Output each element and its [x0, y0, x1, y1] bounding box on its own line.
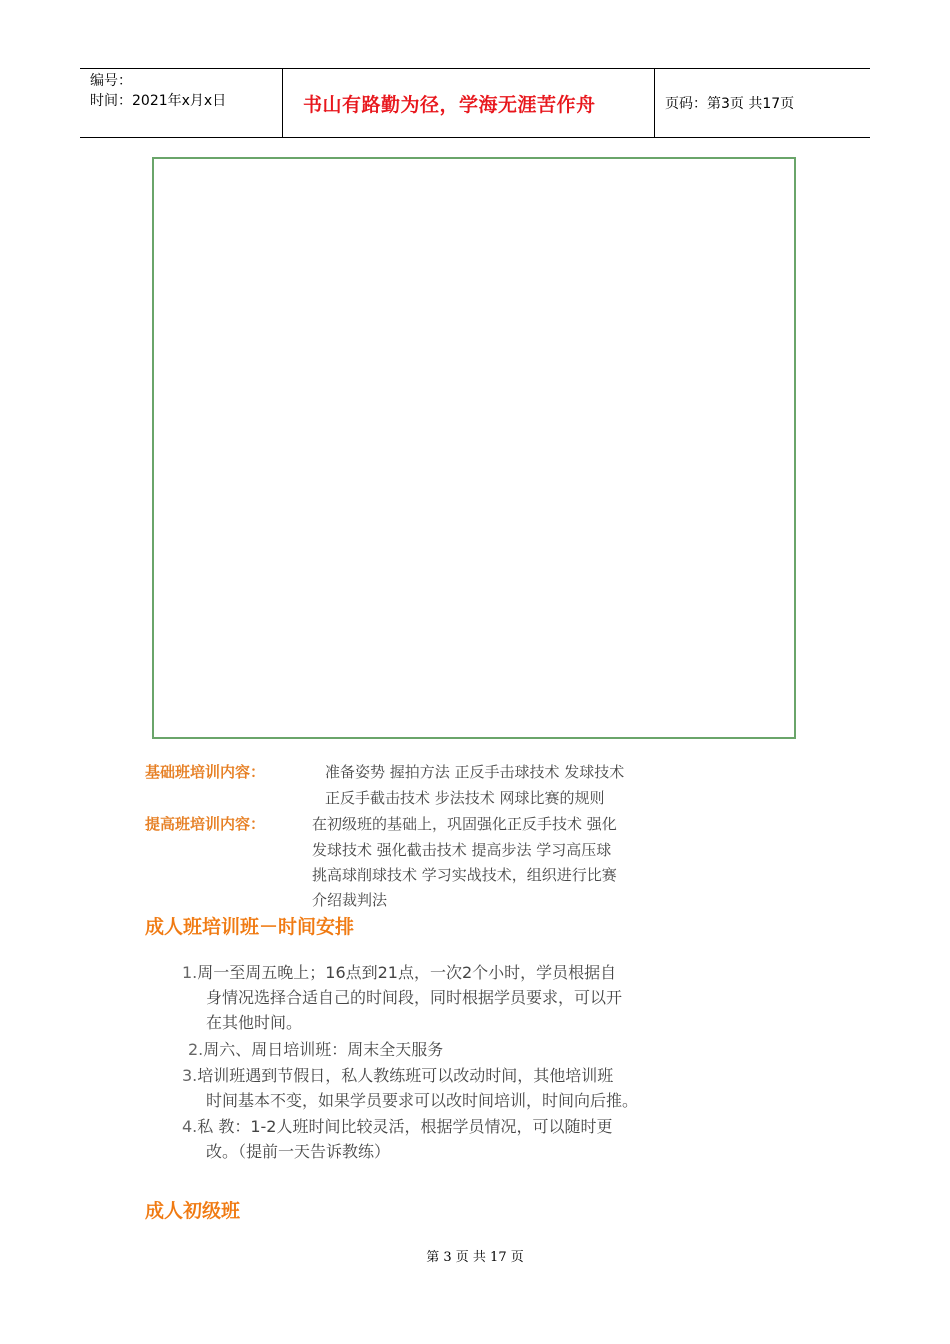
schedule-heading: 成人班培训班－时间安排 — [145, 916, 355, 938]
image-placeholder-box — [152, 157, 796, 739]
advanced-class-line-1: 在初级班的基础上，巩固强化正反手技术 强化 — [312, 815, 617, 833]
header-page-info: 页码：第3页 共17页 — [665, 96, 795, 112]
list-number: 3. — [182, 1066, 198, 1085]
list-text: 周六、周日培训班：周末全天服务 — [203, 1040, 444, 1059]
beginner-heading: 成人初级班 — [145, 1200, 241, 1222]
basic-class-line-1: 准备姿势 握拍方法 正反手击球技术 发球技术 — [325, 763, 625, 781]
list-text: 周一至周五晚上；16点到21点，一次2个小时，学员根据自 — [197, 963, 617, 982]
list-text: 在其他时间。 — [206, 1013, 303, 1032]
advanced-class-label: 提高班培训内容： — [145, 815, 266, 833]
page-header — [80, 68, 870, 138]
advanced-class-line-4: 介绍裁判法 — [312, 891, 388, 909]
list-text: 改。（提前一天告诉教练） — [206, 1142, 391, 1161]
schedule-item-1 — [182, 960, 622, 1035]
list-text: 时间基本不变，如果学员要求可以改时间培训，时间向后推。 — [206, 1091, 639, 1110]
list-number: 4. — [182, 1117, 198, 1136]
header-meta — [80, 69, 282, 137]
schedule-item-2 — [188, 1037, 443, 1062]
basic-class-line-2: 正反手截击技术 步法技术 网球比赛的规则 — [325, 789, 605, 807]
page-footer: 第 3 页 共 17 页 — [426, 1250, 524, 1265]
schedule-item-4 — [182, 1114, 613, 1164]
basic-class-label: 基础班培训内容： — [145, 763, 266, 781]
list-text: 身情况选择合适自己的时间段，同时根据学员要求，可以开 — [206, 988, 623, 1007]
list-text: 培训班遇到节假日，私人教练班可以改动时间，其他培训班 — [197, 1066, 614, 1085]
list-number: 1. — [182, 963, 198, 982]
header-motto: 书山有路勤为径，学海无涯苦作舟 — [282, 69, 655, 137]
advanced-class-line-2: 发球技术 强化截击技术 提高步法 学习高压球 — [312, 841, 612, 859]
number-label: 编号： — [90, 73, 132, 89]
advanced-class-line-3: 挑高球削球技术 学习实战技术，组织进行比赛 — [312, 866, 617, 884]
schedule-item-3 — [182, 1063, 638, 1113]
list-text: 私 教：1-2人班时间比较灵活，根据学员情况，可以随时更 — [197, 1117, 613, 1136]
time-label: 时间：2021年x月x日 — [90, 93, 227, 109]
list-number: 2. — [188, 1040, 204, 1059]
